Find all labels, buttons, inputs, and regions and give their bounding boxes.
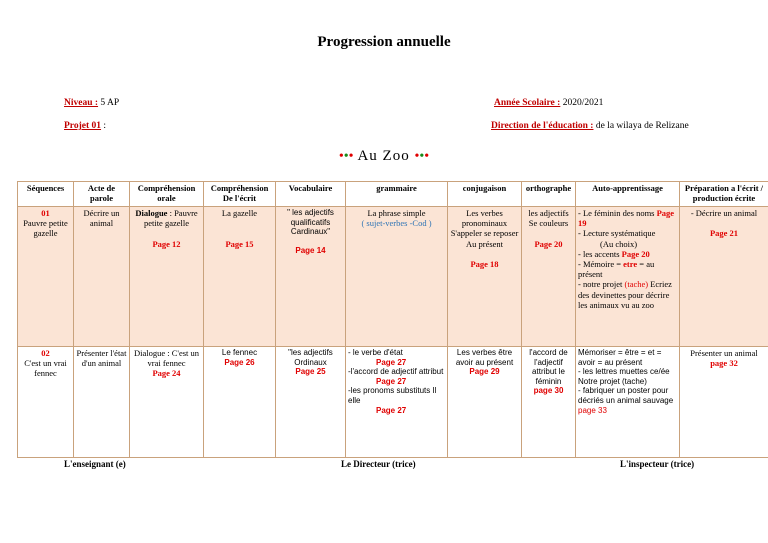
acte-text: Décrire un animal bbox=[83, 208, 120, 229]
projet-value: : bbox=[103, 121, 107, 131]
prep-page: Page 21 bbox=[709, 228, 739, 239]
gram-page: Page 27 bbox=[376, 357, 407, 367]
cell-acte bbox=[74, 347, 130, 458]
progression-table bbox=[17, 181, 768, 458]
niveau-label: Niveau : bbox=[64, 98, 99, 108]
conj-text: Les verbes être avoir au présent bbox=[455, 348, 514, 367]
cell-grammaire bbox=[346, 347, 448, 458]
co-page: Page 24 bbox=[152, 368, 181, 379]
gram-page: Page 27 bbox=[376, 405, 407, 415]
gram-line: -l'accord de adjectif attribut bbox=[348, 367, 444, 377]
cell-co bbox=[130, 207, 204, 347]
niveau-line bbox=[64, 98, 119, 108]
niveau-value: 5 AP bbox=[100, 98, 120, 108]
footer-inspector: L'inspecteur (trice) bbox=[620, 459, 695, 469]
auto-line: - Le féminin des noms bbox=[578, 208, 655, 218]
cell-vocab bbox=[276, 207, 346, 347]
vocab-page: Page 25 bbox=[295, 367, 326, 377]
auto-line: (Au choix) bbox=[600, 238, 638, 249]
auto-line: - notre projet bbox=[578, 279, 623, 290]
ortho-page: page 30 bbox=[533, 386, 564, 396]
auto-line: Ecriez des devinettes pour décrire les animaux vu au zoo bbox=[578, 279, 672, 310]
col-header: grammaire bbox=[346, 182, 448, 207]
auto-red: (tache) bbox=[624, 279, 649, 290]
col-header: Vocabulaire bbox=[276, 182, 346, 207]
seq-number: 01 bbox=[41, 208, 50, 218]
prep-page: page 32 bbox=[710, 358, 738, 369]
col-header: Acte de parole bbox=[74, 182, 130, 207]
table-header-row bbox=[18, 182, 768, 207]
page-title: Progression annuelle bbox=[317, 34, 451, 50]
cell-conjugaison bbox=[448, 347, 522, 458]
auto-line: = au présent bbox=[578, 258, 655, 280]
annee-label: Année Scolaire : bbox=[494, 98, 561, 108]
cell-acte bbox=[74, 207, 130, 347]
vocab-text: " les adjectifs qualificatifs Cardinaux" bbox=[287, 208, 334, 237]
auto-line: - fabriquer un poster pour décriés un animal sauvage bbox=[578, 386, 674, 405]
cell-co bbox=[130, 347, 204, 458]
cell-ce bbox=[204, 347, 276, 458]
ortho-text: les adjectifs Se couleurs bbox=[528, 208, 569, 229]
auto-line: - les lettres muettes ce/ée bbox=[578, 367, 670, 377]
ce-text: Le fennec bbox=[221, 348, 258, 357]
ce-page: Page 15 bbox=[225, 238, 254, 249]
cell-orthographe bbox=[522, 347, 576, 458]
auto-page: Page 20 bbox=[621, 248, 650, 259]
cell-sequence bbox=[18, 207, 74, 347]
co-text: Dialogue : C'est un vrai fennec bbox=[133, 348, 200, 369]
heading-text: Au Zoo bbox=[357, 148, 410, 164]
dots-left-icon: ••• bbox=[338, 149, 354, 164]
conj-text: Les verbes pronominaux S'appeler se reposer Au présent bbox=[450, 208, 519, 249]
ortho-text: l'accord de l'adjectif attribut le féminin bbox=[529, 348, 568, 386]
gram-text: La phrase simple bbox=[367, 208, 426, 218]
conj-page: Page 18 bbox=[470, 258, 499, 269]
direction-label: Direction de l'éducation : bbox=[491, 121, 594, 131]
prep-text: - Décrire un animal bbox=[690, 208, 758, 218]
col-header: Séquences bbox=[18, 182, 74, 207]
direction-value: de la wilaya de Relizane bbox=[595, 121, 689, 131]
gram-line: - le verbe d'état bbox=[348, 348, 403, 357]
acte-text: Présenter l'état d'un animal bbox=[76, 348, 127, 369]
vocab-page: Page 14 bbox=[295, 246, 326, 256]
cell-auto bbox=[576, 347, 680, 458]
col-header: Préparation a l'écrit / production écrite bbox=[680, 182, 768, 207]
cell-prep bbox=[680, 347, 768, 458]
cell-grammaire bbox=[346, 207, 448, 347]
annee-value: 2020/2021 bbox=[562, 98, 604, 108]
gram-page: Page 27 bbox=[376, 376, 407, 386]
col-header: conjugaison bbox=[448, 182, 522, 207]
seq-number: 02 bbox=[41, 348, 50, 358]
footer-director: Le Directeur (trice) bbox=[341, 459, 416, 469]
col-header: Compréhension De l'écrit bbox=[204, 182, 276, 207]
auto-line: Notre projet (tache) bbox=[578, 376, 647, 386]
auto-line: - les accents bbox=[578, 248, 620, 259]
cell-auto bbox=[576, 207, 680, 347]
auto-line: Mémoriser = être = et = avoir = au présent bbox=[578, 348, 662, 367]
ce-page: Page 26 bbox=[224, 357, 255, 367]
cell-vocab bbox=[276, 347, 346, 458]
cell-conjugaison bbox=[448, 207, 522, 347]
co-text: : Pauvre petite gazelle bbox=[143, 208, 198, 229]
auto-page: page 33 bbox=[578, 405, 607, 415]
cell-sequence bbox=[18, 347, 74, 458]
col-header: orthographe bbox=[522, 182, 576, 207]
seq-title: C'est un vrai fennec bbox=[24, 358, 67, 379]
ce-text: La gazelle bbox=[221, 208, 258, 218]
dots-right-icon: ••• bbox=[414, 149, 430, 164]
conj-page: Page 29 bbox=[469, 367, 500, 377]
footer-teacher: L'enseignant (e) bbox=[64, 459, 126, 469]
prep-text: Présenter un animal bbox=[690, 348, 758, 358]
auto-line: - Lecture systématique bbox=[578, 228, 656, 239]
ortho-page: Page 20 bbox=[534, 238, 563, 249]
direction-line bbox=[491, 121, 689, 131]
auto-line: - Mémoire = bbox=[578, 258, 622, 269]
cell-ce bbox=[204, 207, 276, 347]
table-row bbox=[18, 207, 768, 347]
co-page: Page 12 bbox=[152, 238, 181, 249]
projet-line bbox=[64, 121, 106, 131]
seq-title: Pauvre petite gazelle bbox=[23, 218, 68, 239]
gram-line: -les pronoms substituts Il elle bbox=[348, 386, 437, 405]
auto-red: etre bbox=[623, 258, 638, 269]
annee-line bbox=[494, 98, 603, 108]
cell-prep bbox=[680, 207, 768, 347]
co-bold: Dialogue bbox=[135, 208, 168, 218]
section-heading bbox=[0, 148, 768, 165]
vocab-text: "les adjectifs Ordinaux bbox=[288, 348, 333, 367]
table-row bbox=[18, 347, 768, 458]
projet-label: Projet 01 bbox=[64, 121, 102, 131]
col-header: Auto-apprentissage bbox=[576, 182, 680, 207]
auto-page: Page 19 bbox=[578, 208, 675, 229]
col-header: Compréhension orale bbox=[130, 182, 204, 207]
cell-orthographe bbox=[522, 207, 576, 347]
gram-note: ( sujet-verbes -Cod ) bbox=[361, 218, 432, 229]
